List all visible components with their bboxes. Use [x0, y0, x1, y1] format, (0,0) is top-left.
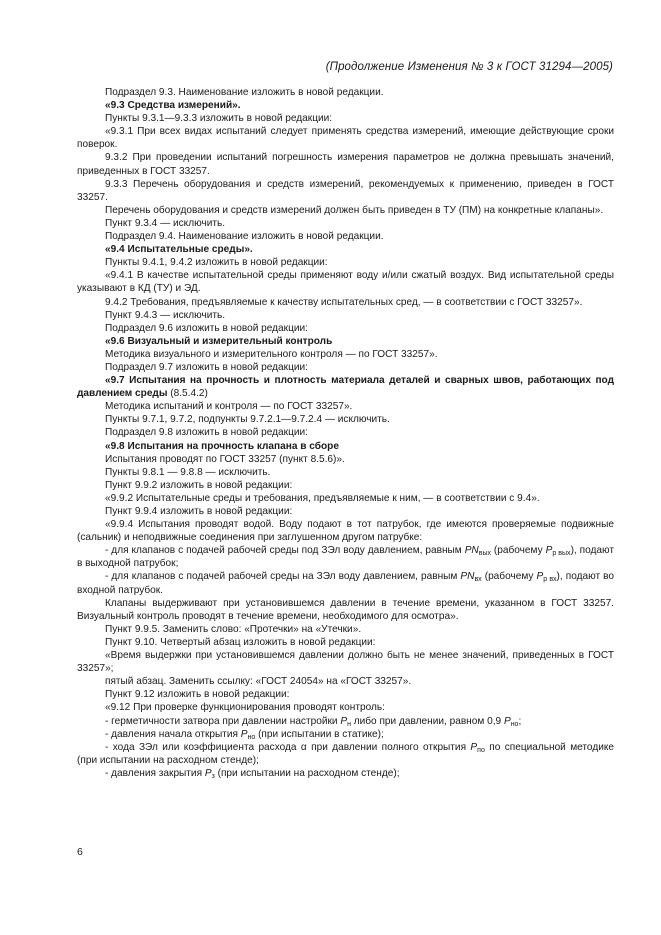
symbol: P [536, 571, 544, 583]
paragraph: «9.9.4 Испытания проводят водой. Воду подают в тот патрубок, где имеются проверяемые подвижные (сальник) и неподвижные соединения при заглушенном другом патрубке: [77, 519, 614, 544]
section-heading: «9.3 Средства измерений». [105, 100, 241, 112]
section-heading: «9.7 Испытания на прочность и плотность материала деталей и сварных швов, работающих под давлением среды [77, 375, 614, 400]
text-run: ), подают во входной патрубок. [77, 571, 615, 596]
subscript: н [347, 720, 351, 728]
paragraph: Испытания проводят по ГОСТ 33257 (пункт 8.5.6)». [105, 453, 345, 465]
subscript: р вх [543, 576, 557, 584]
section-heading: «9.8 Испытания на прочность клапана в сборе [105, 440, 339, 452]
paragraph: Клапаны выдерживают при установившемся давлении в течение времени, указанном в ГОСТ 33257. Визуальный контроль проводят в течение времени, необходимого для осмотра». [77, 597, 614, 622]
paragraph: 9.4.2 Требования, предъявляемые к качеству испытательных сред, — в соответствии с ГОСТ 33257». [105, 296, 583, 308]
document-body [77, 86, 614, 780]
paragraph: Перечень оборудования и средств измерений должен быть приведен в ТУ (ПМ) на конкретные клапаны». [105, 204, 604, 216]
text-run: - для клапанов с подачей рабочей среды под ЗЭл воду давлением, равным [105, 545, 465, 557]
paragraph [77, 767, 614, 780]
paragraph: «9.3.1 При всех видах испытаний следует применять средства измерений, имеющие действующие сроки поверок. [77, 126, 614, 151]
symbol: P [240, 728, 248, 740]
paragraph [77, 374, 614, 400]
paragraph: Подраздел 9.3. Наименование изложить в новой редакции. [105, 87, 384, 98]
symbol: PN [460, 571, 475, 583]
subscript: з [211, 772, 215, 780]
text-run: ), подают в выходной патрубок; [77, 545, 615, 570]
paragraph: Пункт 9.10. Четвертый абзац изложить в новой редакции: [105, 636, 376, 648]
page-number: 6 [77, 846, 83, 858]
symbol: P [503, 715, 511, 727]
text-run: ; [518, 715, 522, 727]
text-run: (при испытании в статике); [255, 728, 384, 740]
text-run: - для клапанов с подачей рабочей среды на ЗЭл воду давлением, равным [105, 571, 461, 583]
paragraph: Пункт 9.9.4 изложить в новой редакции: [105, 506, 293, 517]
text-run: - давления закрытия [105, 767, 205, 779]
paragraph: Пункты 9.8.1 — 9.8.8 — исключить. [105, 466, 271, 478]
paragraph: «Время выдержки при установившемся давлении должно быть не менее значений, приведенных в ГОСТ 33257»; [77, 650, 614, 675]
paragraph: Пункт 9.9.5. Заменить слово: «Протечки» на «Утечки». [105, 623, 362, 635]
paragraph: Пункт 9.12 изложить в новой редакции: [105, 689, 290, 701]
paragraph: Подраздел 9.4. Наименование изложить в новой редакции. [105, 231, 384, 243]
symbol: P [470, 741, 478, 753]
paragraph: Пункты 9.3.1—9.3.3 изложить в новой редакции: [105, 113, 333, 125]
subscript: но [510, 720, 519, 728]
paragraph [77, 728, 614, 741]
running-header: (Продолжение Изменения № 3 к ГОСТ 31294—2005) [325, 61, 613, 73]
paragraph: «9.4.1 В качестве испытательной среды применяют воду и/или сжатый воздух. Вид испытательной среды указывают в КД (ТУ) и ЭД. [77, 270, 614, 295]
paragraph: Пункт 9.9.2 изложить в новой редакции: [105, 479, 293, 491]
subscript: р вых [552, 550, 571, 558]
section-heading: «9.4 Испытательные среды». [105, 244, 253, 256]
section-heading: «9.6 Визуальный и измерительный контроль [105, 335, 333, 347]
paragraph: Пункт 9.4.3 — исключить. [105, 309, 226, 321]
subscript: но [247, 733, 256, 741]
text-run: - хода ЗЭл или коэффициента расхода α при давлении полного открытия [105, 741, 471, 753]
paragraph: Методика испытаний и контроля — по ГОСТ 33257». [105, 401, 353, 413]
paragraph: пятый абзац. Заменить ссылку: «ГОСТ 24054» на «ГОСТ 33257». [105, 676, 412, 688]
text-run: - давления начала открытия [105, 728, 241, 740]
text-run: либо при давлении, равном 0,9 [350, 715, 504, 727]
paragraph: Подраздел 9.8 изложить в новой редакции: [105, 427, 308, 439]
text-run: (при испытании на расходном стенде); [214, 767, 400, 779]
paragraph [77, 544, 614, 570]
symbol: PN [464, 545, 479, 557]
symbol: P [545, 545, 553, 557]
symbol: P [340, 715, 348, 727]
subscript: вых [478, 550, 491, 558]
paragraph [77, 741, 614, 767]
paragraph: 9.3.3 Перечень оборудования и средств измерений, рекомендуемых к применению, приведен в ГОСТ 33257. [77, 178, 614, 203]
paragraph: 9.3.2 При проведении испытаний погрешность измерения параметров не должна превышать значений, приведенных в ГОСТ 33257. [77, 152, 614, 177]
subscript: по [477, 746, 485, 754]
paragraph: Подраздел 9.7 изложить в новой редакции: [105, 361, 308, 373]
paragraph: «9.9.2 Испытательные среды и требования, предъявляемые к ним, — в соответствии с 9.4». [105, 492, 540, 504]
text-run: (рабочему [490, 545, 546, 557]
paragraph: Методика визуального и измерительного контроля — по ГОСТ 33257». [105, 348, 438, 360]
subscript: вх [474, 576, 482, 584]
paragraph [77, 570, 614, 596]
paragraph: Пункты 9.7.1, 9.7.2, подпункты 9.7.2.1—9.7.2.4 — исключить. [105, 414, 390, 426]
reference-text: (8.5.4.2) [167, 388, 208, 400]
paragraph: Пункт 9.3.4 — исключить. [105, 217, 226, 229]
paragraph: Подраздел 9.6 изложить в новой редакции: [105, 322, 308, 334]
symbol: P [204, 767, 212, 779]
paragraph: «9.12 При проверке функционирования проводят контроль: [105, 702, 385, 714]
text-run: по специальной методике (при испытании на расходном стенде); [77, 741, 614, 766]
paragraph [77, 715, 614, 728]
paragraph: Пункты 9.4.1, 9.4.2 изложить в новой редакции: [105, 257, 328, 269]
text-run: (рабочему [481, 571, 537, 583]
text-run: - герметичности затвора при давлении настройки [105, 715, 341, 727]
